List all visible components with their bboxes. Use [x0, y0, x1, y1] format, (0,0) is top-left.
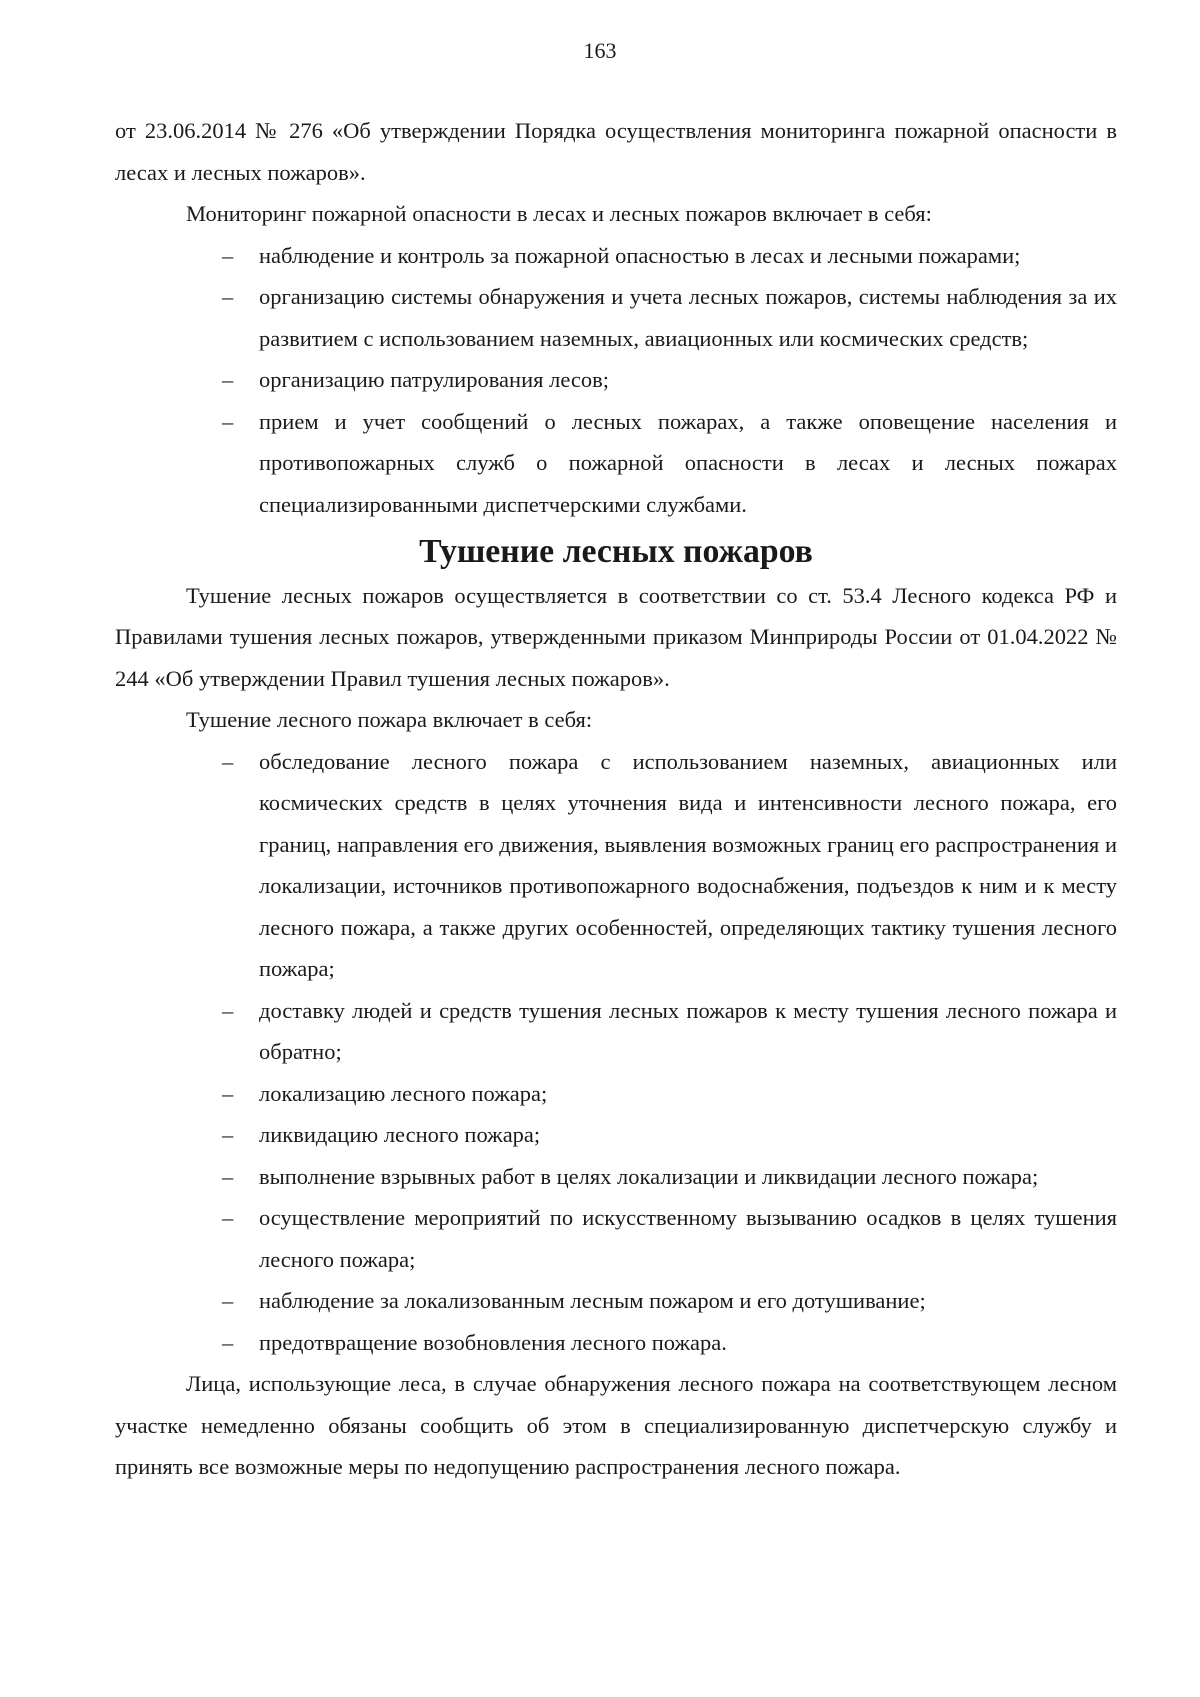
page-number: 163	[583, 38, 617, 63]
list-dash: –	[222, 1163, 234, 1189]
list-item-text: предотвращение возобновления лесного пожара.	[259, 1329, 727, 1355]
extinguishing-paragraph: Тушение лесных пожаров осуществляется в соответствии со ст. 53.4 Лесного кодекса РФ и Правилами тушения лесных пожаров, утвержденными приказом Минприроды России от 01.04.2022 № 244 «Об утверждении Правил тушения лесных пожаров».	[115, 582, 1117, 691]
list-dash: –	[222, 284, 234, 309]
list-item	[115, 359, 1117, 401]
list-item-text: организацию патрулирования лесов;	[259, 367, 609, 392]
list-item	[115, 1156, 1117, 1198]
list-item-text: доставку людей и средств тушения лесных пожаров к месту тушения лесного пожара и обратно;	[259, 997, 1117, 1064]
monitoring-intro: Мониторинг пожарной опасности в лесах и лесных пожаров включает в себя:	[186, 201, 932, 226]
list-item	[115, 1280, 1117, 1322]
list-dash: –	[222, 408, 234, 434]
list-item	[115, 276, 1117, 359]
list-dash: –	[222, 367, 234, 392]
list-item-text: обследование лесного пожара с использованием наземных, авиационных или космических средств в целях уточнения вида и интенсивности лесного пожара, его границ, направления его движения, выявления возможных границ его распространения и локализации, источников противопожарного водоснабжения, подъездов к ним и к месту лесного пожара, а также других особенностей, определяющих тактику тушения лесного пожара;	[259, 748, 1117, 981]
list-dash: –	[222, 1205, 234, 1230]
list-dash: –	[222, 1080, 234, 1106]
list-item	[115, 1073, 1117, 1115]
list-item-text: ликвидацию лесного пожара;	[259, 1122, 541, 1147]
monitoring-list	[115, 235, 1117, 526]
list-item	[115, 990, 1117, 1073]
list-dash: –	[222, 748, 234, 774]
list-dash: –	[222, 1122, 234, 1147]
list-dash: –	[222, 242, 234, 268]
list-item-text: наблюдение за локализованным лесным пожаром и его дотушивание;	[259, 1288, 926, 1313]
closing-paragraph: Лица, использующие леса, в случае обнаружения лесного пожара на соответствующем лесном участке немедленно обязаны сообщить об этом в специализированную диспетчерскую службу и принять все возможные меры по недопущению распространения лесного пожара.	[115, 1371, 1117, 1479]
list-item-text: организацию системы обнаружения и учета лесных пожаров, системы наблюдения за их развитием с использованием наземных, авиационных или космических средств;	[259, 284, 1117, 351]
list-item-text: прием и учет сообщений о лесных пожарах, а также оповещение населения и противопожарных служб о пожарной опасности в лесах и лесных пожарах специализированными диспетчерскими службами.	[259, 408, 1117, 517]
list-dash: –	[222, 997, 234, 1023]
list-item-text: локализацию лесного пожара;	[259, 1080, 548, 1106]
extinguishing-intro: Тушение лесного пожара включает в себя:	[186, 707, 593, 732]
intro-paragraph: от 23.06.2014 № 276 «Об утверждении Порядка осуществления мониторинга пожарной опасности в лесах и лесных пожаров».	[115, 118, 1117, 185]
list-dash: –	[222, 1329, 234, 1355]
list-item-text: выполнение взрывных работ в целях локализации и ликвидации лесного пожара;	[259, 1163, 1039, 1189]
section-heading: Тушение лесных пожаров	[419, 533, 813, 570]
list-item	[115, 235, 1117, 277]
list-item	[115, 1197, 1117, 1280]
extinguishing-list	[115, 741, 1117, 1364]
list-item	[115, 401, 1117, 526]
list-item	[115, 741, 1117, 990]
list-item	[115, 1114, 1117, 1156]
list-dash: –	[222, 1288, 234, 1313]
list-item	[115, 1322, 1117, 1364]
list-item-text: наблюдение и контроль за пожарной опасностью в лесах и лесными пожарами;	[259, 242, 1021, 268]
list-item-text: осуществление мероприятий по искусственному вызыванию осадков в целях тушения лесного пожара;	[259, 1205, 1117, 1272]
document-body	[115, 110, 1117, 1488]
